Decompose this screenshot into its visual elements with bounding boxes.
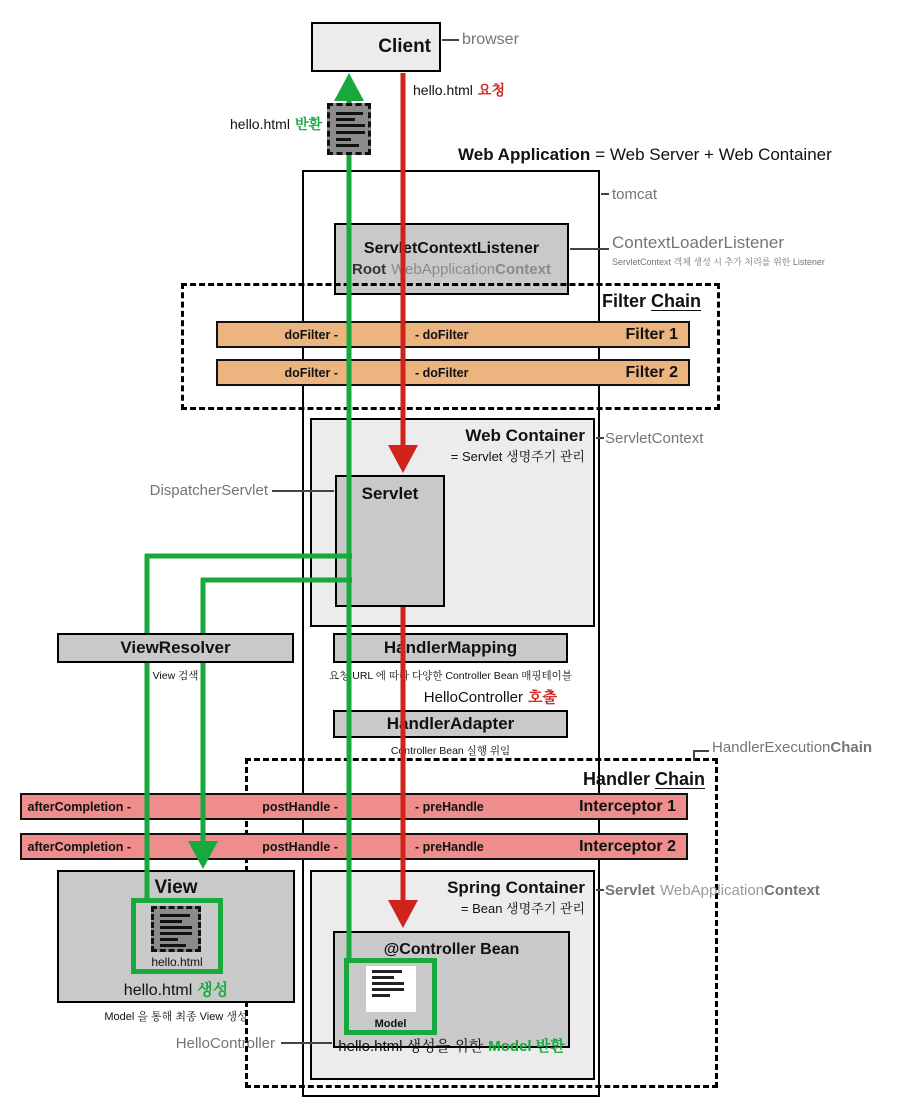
controller-bean-title: @Controller Bean	[383, 941, 520, 958]
filter-1-dofilter-mid: - doFilter	[415, 327, 469, 342]
web-application-title: Web Application = Web Server + Web Container	[458, 145, 832, 164]
filter-2-bar	[216, 359, 690, 386]
interceptor-1-name: Interceptor 1	[579, 797, 676, 815]
client-box	[311, 22, 441, 72]
handler-execution-chain-label: HandlerExecutionChain	[712, 739, 873, 756]
tomcat-label: tomcat	[612, 186, 658, 203]
return-label: hello.html 반환	[230, 116, 322, 132]
model-label: Model	[374, 1018, 407, 1030]
interceptor-1-post: postHandle -	[262, 799, 338, 814]
spring-container-header	[310, 878, 585, 917]
scl-title: ServletContextListener	[363, 240, 540, 257]
view-resolver-title: ViewResolver	[120, 638, 231, 657]
handler-chain-title: Handler Chain	[582, 769, 705, 789]
returned-html-document-icon	[327, 103, 371, 155]
filter-1-name: Filter 1	[625, 325, 678, 343]
interceptor-2-name: Interceptor 2	[579, 837, 676, 855]
filter-chain-title: Filter Chain	[601, 291, 701, 311]
spring-container-subtitle: = Bean 생명주기 관리	[460, 901, 585, 916]
dispatcher-servlet-label: DispatcherServlet	[149, 482, 268, 499]
view-resolver-box	[57, 633, 294, 663]
view-resolver-caption: View 검색	[152, 670, 199, 682]
filter-2-name: Filter 2	[625, 363, 678, 381]
view-hello-file-label: hello.html	[151, 955, 203, 969]
filter-1-bar	[216, 321, 690, 348]
bean-result-label: hello.html 생성을 위한 Model 반환	[338, 1038, 565, 1055]
return-arrowhead-to-client	[334, 73, 364, 101]
interceptor-1-pre: - preHandle	[415, 799, 484, 814]
filter-1-dofilter-left: doFilter -	[284, 327, 338, 342]
filter-2-dofilter-mid: - doFilter	[415, 365, 469, 380]
interceptor-1-after: afterCompletion -	[27, 799, 131, 814]
interceptor-2-pre: - preHandle	[415, 839, 484, 854]
filter-2-dofilter-left: doFilter -	[284, 365, 338, 380]
web-container-header	[310, 426, 585, 465]
handler-adapter-title: HandlerAdapter	[386, 714, 515, 733]
handler-mapping-caption: 요청 URL 에 따라 다양한 Controller Bean 매핑테이블	[329, 670, 572, 682]
interceptor-1-bar	[20, 793, 688, 820]
handler-adapter-box	[333, 710, 568, 738]
view-hello-document-icon	[151, 906, 201, 952]
interceptor-2-post: postHandle -	[262, 839, 338, 854]
servlet-context-label: ServletContext	[605, 430, 704, 447]
spring-container-title: Spring Container	[447, 878, 585, 897]
client-title: Client	[378, 36, 431, 57]
web-container-subtitle: = Servlet 생명주기 관리	[450, 449, 585, 464]
scl-subtitle: Root WebApplicationContext	[352, 261, 551, 278]
interceptor-2-bar	[20, 833, 688, 860]
handler-mapping-title: HandlerMapping	[383, 638, 518, 657]
handler-adapter-caption: Controller Bean 실행 위임	[390, 745, 511, 757]
hello-controller-label: HelloController	[175, 1035, 275, 1052]
view-caption: Model 을 통해 최종 View 생성	[104, 1011, 248, 1023]
interceptor-2-after: afterCompletion -	[27, 839, 131, 854]
context-loader-listener-label: ContextLoaderListener	[612, 233, 785, 252]
web-container-title: Web Container	[465, 426, 585, 445]
view-result-label: hello.html 생성	[123, 982, 229, 999]
handler-mapping-box	[333, 633, 568, 663]
browser-label: browser	[462, 31, 519, 48]
request-label: hello.html 요청	[413, 82, 505, 98]
servlet-title: Servlet	[361, 484, 419, 503]
servlet-web-application-context-label: Servlet WebApplicationContext	[605, 882, 820, 899]
hello-controller-call-label: HelloController 호출	[423, 689, 557, 706]
view-title: View	[154, 877, 198, 898]
context-loader-listener-subtext: ServletContext 객체 생성 시 추가 처리를 위한 Listener	[612, 257, 825, 267]
model-document-icon	[366, 966, 416, 1012]
servlet-box	[335, 475, 445, 607]
